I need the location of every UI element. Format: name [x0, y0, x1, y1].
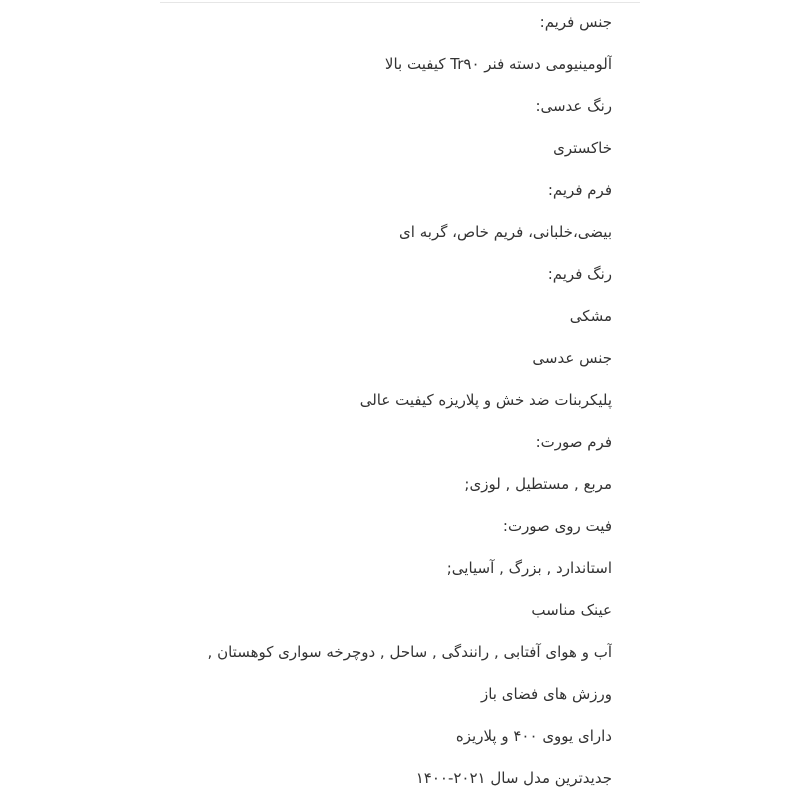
spec-label-frame-material: جنس فریم: — [539, 13, 612, 31]
spec-value-face-fit: استاندارد , بزرگ , آسیایی; — [446, 559, 612, 577]
spec-label-frame-color: رنگ فریم: — [547, 265, 612, 283]
spec-label-suitable-for: عینک مناسب — [531, 601, 612, 619]
spec-value-suitable-for-line1: آب و هوای آفتابی , رانندگی , ساحل , دوچرخه سواری کوهستان , — [207, 643, 612, 661]
spec-value-lens-color: خاکستری — [553, 139, 612, 157]
spec-label-frame-shape: فرم فریم: — [547, 181, 612, 199]
spec-value-lens-material: پلیکربنات ضد خش و پلاریزه کیفیت عالی — [359, 391, 612, 409]
spec-value-suitable-for-line2: ورزش های فضای باز — [480, 685, 612, 703]
spec-label-lens-material: جنس عدسی — [532, 349, 612, 367]
spec-value-frame-shape: بیضی،خلبانی، فریم خاص، گربه ای — [399, 223, 612, 241]
spec-label-face-shape: فرم صورت: — [535, 433, 612, 451]
spec-value-frame-material: آلومینیومی دسته فنر Tr۹۰ کیفیت بالا — [384, 55, 612, 73]
spec-feature-model-year: جدیدترین مدل سال ۲۰۲۱-۱۴۰۰ — [415, 769, 612, 787]
spec-label-face-fit: فیت روی صورت: — [502, 517, 612, 535]
spec-value-frame-color: مشکی — [569, 307, 612, 325]
spec-value-face-shape: مربع , مستطیل , لوزی; — [464, 475, 612, 493]
spec-label-lens-color: رنگ عدسی: — [535, 97, 612, 115]
spec-feature-uv400: دارای یووی ۴۰۰ و پلاریزه — [455, 727, 612, 745]
